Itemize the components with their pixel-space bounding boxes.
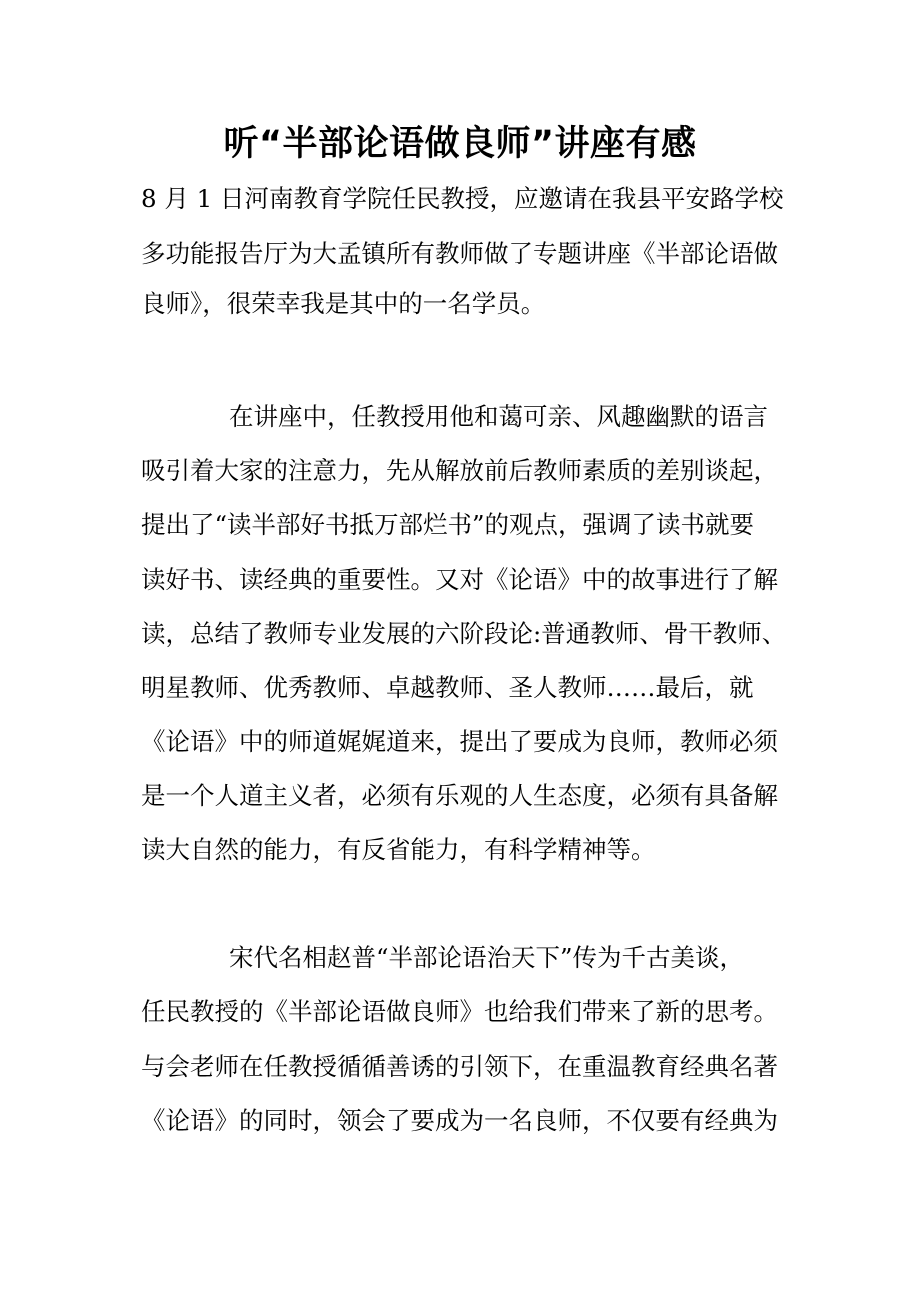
paragraph-line: 任民教授的《半部论语做良师》也给我们带来了新的思考。 — [141, 997, 778, 1026]
paragraph-line: 宋代名相赵普“半部论语治天下”传为千古美谈， — [229, 943, 745, 972]
paragraph-line: 读好书、读经典的重要性。又对《论语》中的故事进行了解 — [141, 565, 778, 594]
paragraph-line: 8 月 1 日河南教育学院任民教授，应邀请在我县平安路学校 — [141, 184, 784, 213]
paragraph-line: 《论语》中的师道娓娓道来，提出了要成为良师，教师必须 — [141, 727, 778, 756]
paragraph-line: 读大自然的能力，有反省能力，有科学精神等。 — [141, 835, 656, 864]
paragraph-line: 与会老师在任教授循循善诱的引领下，在重温教育经典名著 — [141, 1052, 778, 1081]
paragraph-line: 读，总结了教师专业发展的六阶段论:普通教师、骨干教师、 — [141, 619, 787, 648]
document-title: 听“半部论语做良师”讲座有感 — [223, 124, 697, 164]
paragraph-line: 明星教师、优秀教师、卓越教师、圣人教师……最后，就 — [141, 673, 754, 702]
paragraph-line: 多功能报告厅为大孟镇所有教师做了专题讲座《半部论语做 — [141, 239, 778, 268]
paragraph-line: 《论语》的同时，领会了要成为一名良师，不仅要有经典为 — [141, 1106, 778, 1135]
paragraph-line: 吸引着大家的注意力，先从解放前后教师素质的差别谈起， — [141, 456, 778, 485]
paragraph-line: 提出了“读半部好书抵万部烂书”的观点，强调了读书就要 — [141, 510, 755, 539]
paragraph-line: 在讲座中，任教授用他和蔼可亲、风趣幽默的语言 — [229, 402, 768, 431]
paragraph-line: 是一个人道主义者，必须有乐观的人生态度，必须有具备解 — [141, 781, 778, 810]
paragraph-line: 良师》，很荣幸我是其中的一名学员。 — [141, 289, 546, 318]
